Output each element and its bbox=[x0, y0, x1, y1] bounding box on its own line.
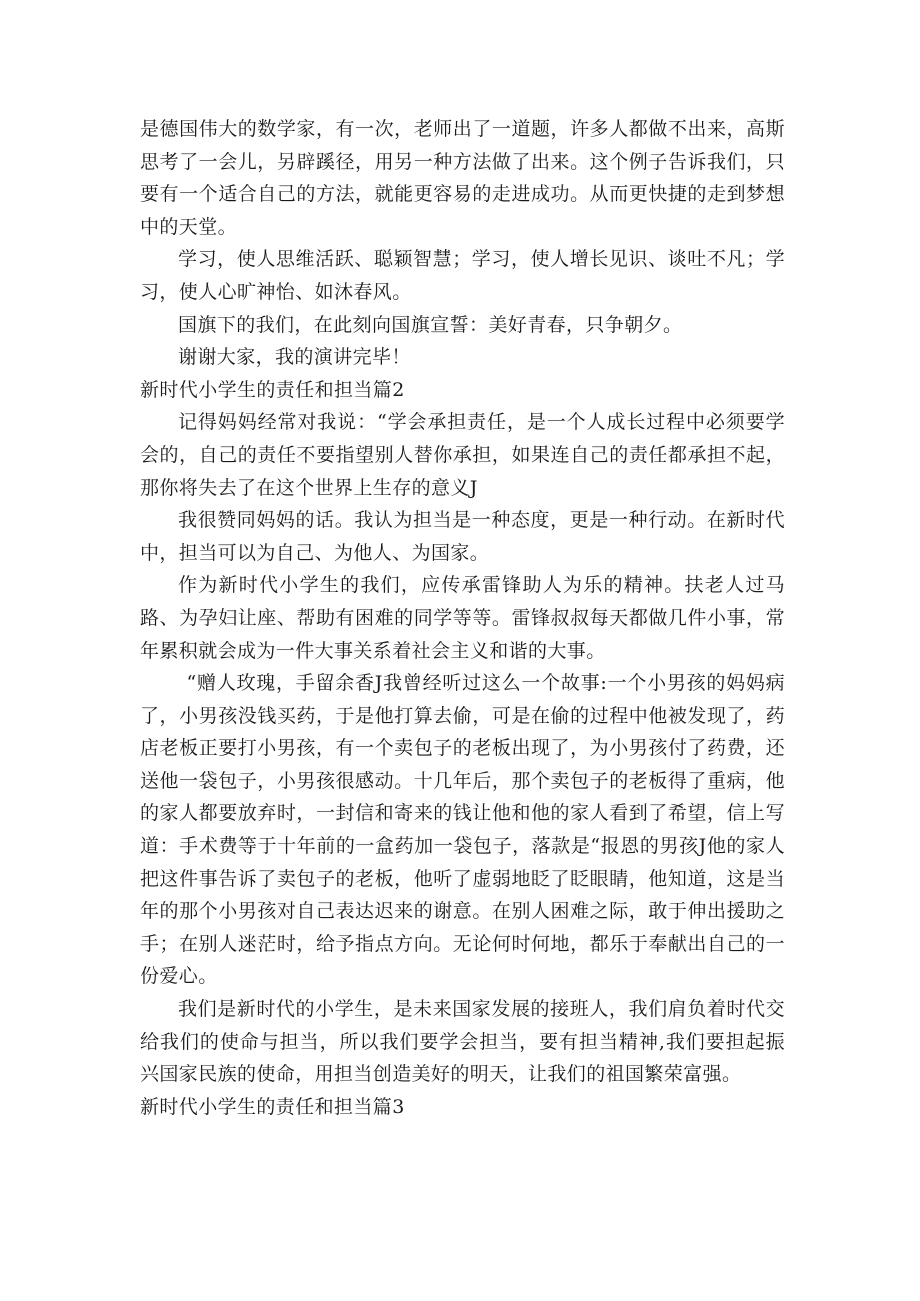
paragraph-lei-feng: 作为新时代小学生的我们，应传承雷锋助人为乐的精神。扶老人过马路、为孕妇让座、帮助有困难的同学等等。雷锋叔叔每天都做几件小事，常年累积就会成为一件大事关系着社会主义和谐的大事。 bbox=[140, 574, 785, 662]
paragraph-learning: 学习，使人思维活跃、聪颖智慧；学习，使人增长见识、谈吐不凡；学习，使人心旷神怡、如沐春风。 bbox=[140, 248, 785, 303]
paragraph-new-era: 我们是新时代的小学生，是未来国家发展的接班人，我们肩负着时代交给我们的使命与担当，所以我们要学会担当，要有担当精神,我们要担起振兴国家民族的使命，用担当创造美好的明天，让我们的祖国繁荣富强。 bbox=[140, 998, 785, 1086]
paragraph-rose-story: “赠人玫瑰，手留余香J我曾经听过这么一个故事:一个小男孩的妈妈病了，小男孩没钱买药，于是他打算去偷，可是在偷的过程中他被发现了，药店老板正要打小男孩，有一个卖包子的老板出现了，为小男孩付了药费，还送他一袋包子，小男孩很感动。十几年后，那个卖包子的老板得了重病，他的家人都要放弃时，一封信和寄来的钱让他和他的家人看到了希望，信上写道：手术费等于十年前的一盒药加一袋包子，落款是“报恩的男孩J他的家人把这件事告诉了卖包子的老板，他听了虚弱地眨了眨眼睛，他知道，这是当年的那个小男孩对自己表达迟来的谢意。在别人困难之际，敢于伸出援助之手；在别人迷茫时，给予指点方向。无论何时何地，都乐于奉献出自己的一份爱心。 bbox=[140, 672, 785, 988]
paragraph-mother-advice: 记得妈妈经常对我说：“学会承担责任，是一个人成长过程中必须要学会的，自己的责任不要指望别人替你承担，如果连自己的责任都承担不起，那你将失去了在这个世界上生存的意义J bbox=[140, 411, 785, 499]
paragraph-thanks: 谢谢大家，我的演讲完毕！ bbox=[178, 346, 411, 369]
paragraph-gauss-continuation: 是德国伟大的数学家，有一次，老师出了一道题，许多人都做不出来，高斯思考了一会儿，另辟蹊径，用另一种方法做了出来。这个例子告诉我们，只要有一个适合自己的方法，就能更容易的走进成功。从而更快捷的走到梦想中的天堂。 bbox=[140, 118, 785, 238]
paragraph-flag-oath: 国旗下的我们，在此刻向国旗宣誓：美好青春，只争朝夕。 bbox=[178, 313, 683, 336]
section-heading-3: 新时代小学生的责任和担当篇3 bbox=[140, 1095, 405, 1118]
paragraph-agree: 我很赞同妈妈的话。我认为担当是一种态度，更是一种行动。在新时代中，担当可以为自己、为他人、为国家。 bbox=[140, 509, 785, 564]
document-body bbox=[140, 113, 785, 1123]
section-heading-2: 新时代小学生的责任和担当篇2 bbox=[140, 378, 405, 401]
